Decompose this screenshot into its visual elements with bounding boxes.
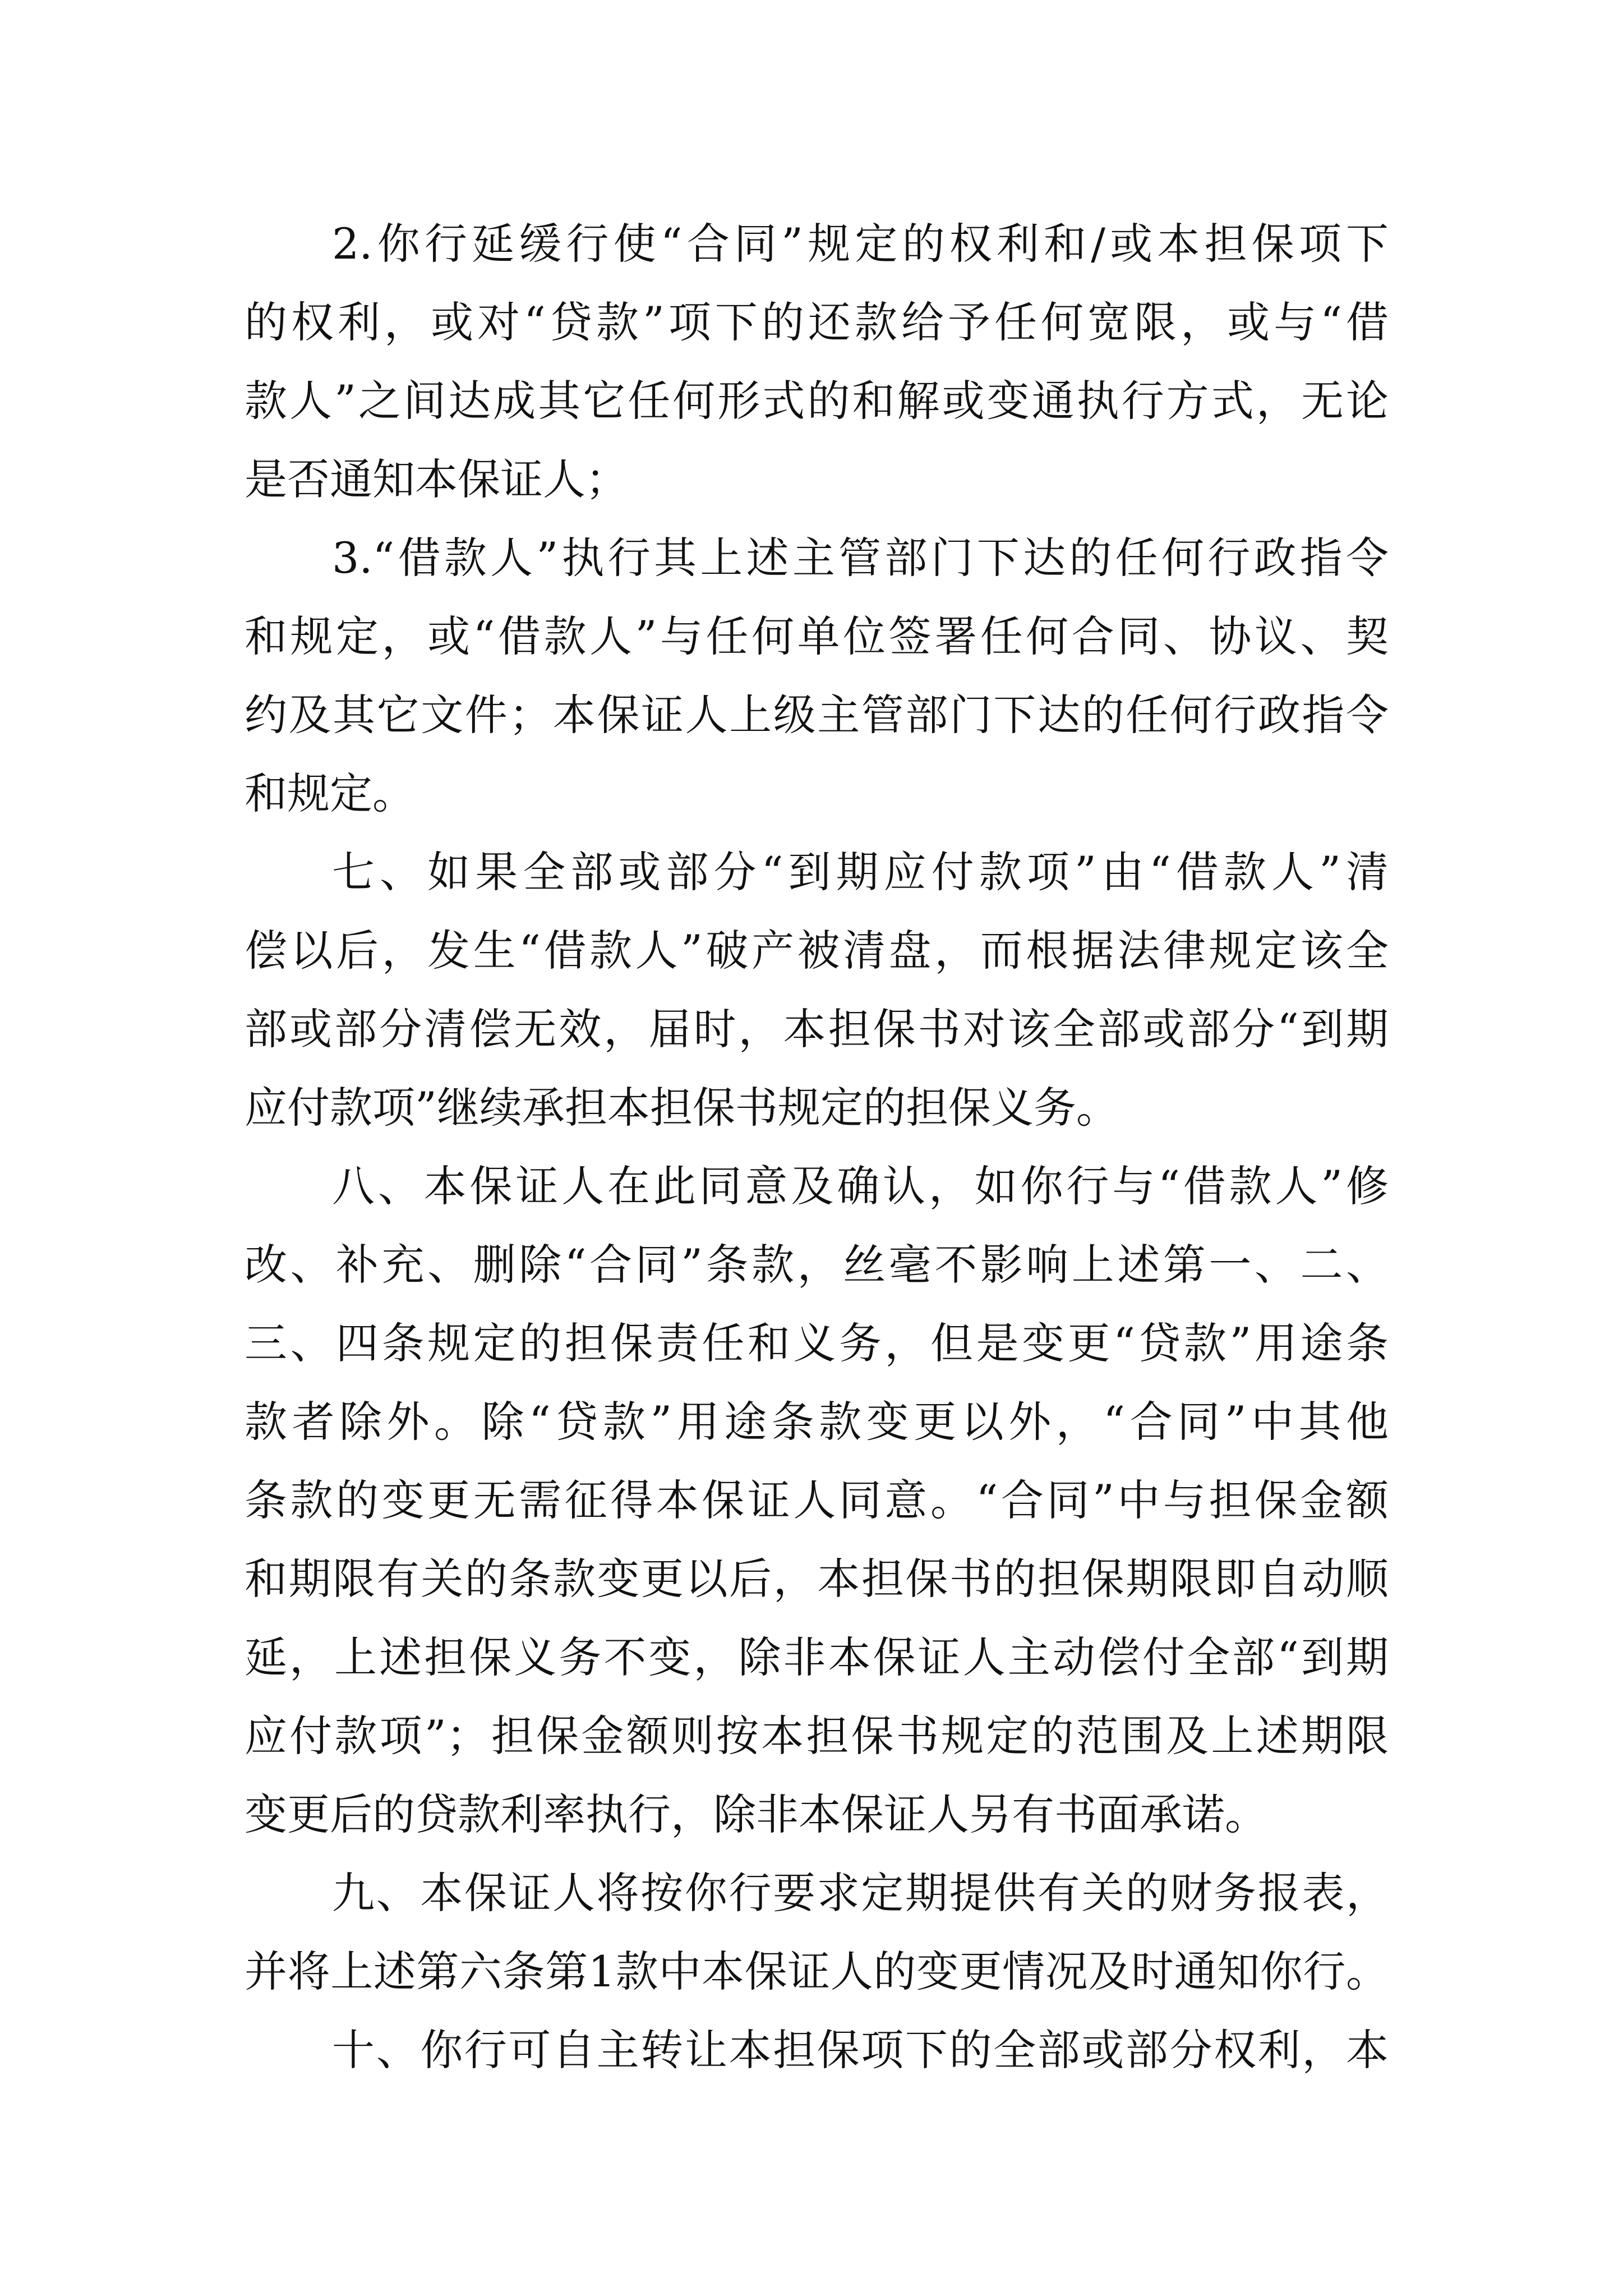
text-line: 部或部分清偿无效，届时，本担保书对该全部或部分“到期 — [245, 1004, 1389, 1054]
text-line: 延，上述担保义务不变，除非本保证人主动偿付全部“到期 — [245, 1632, 1389, 1682]
text-line: 改、补充、删除“合同”条款，丝毫不影响上述第一、二、 — [245, 1240, 1389, 1290]
text-line: 条款的变更无需征得本保证人同意。“合同”中与担保金额 — [245, 1475, 1389, 1525]
text-line: 约及其它文件；本保证人上级主管部门下达的任何行政指令 — [245, 690, 1389, 740]
text-line: 七、如果全部或部分“到期应付款项”由“借款人”清 — [332, 847, 1389, 897]
text-line: 应付款项”；担保金额则按本担保书规定的范围及上述期限 — [245, 1711, 1389, 1761]
text-line: 和期限有关的条款变更以后，本担保书的担保期限即自动顺 — [245, 1554, 1389, 1604]
text-line: 和规定。 — [245, 769, 415, 818]
text-line: 和规定，或“借款人”与任何单位签署任何合同、协议、契 — [245, 611, 1389, 661]
text-line: 并将上述第六条第1款中本保证人的变更情况及时通知你行。 — [245, 1947, 1389, 1996]
text-line: 八、本保证人在此同意及确认，如你行与“借款人”修 — [332, 1161, 1389, 1211]
text-line: 3.“借款人”执行其上述主管部门下达的任何行政指令 — [332, 533, 1389, 583]
text-line: 偿以后，发生“借款人”破产被清盘，而根据法律规定该全 — [245, 926, 1389, 976]
text-line: 款人”之间达成其它任何形式的和解或变通执行方式，无论 — [245, 376, 1389, 426]
text-line: 十、你行可自主转让本担保项下的全部或部分权利，本 — [332, 2025, 1389, 2075]
text-line: 是否通知本保证人； — [245, 454, 628, 504]
text-line: 2.你行延缓行使“合同”规定的权利和/或本担保项下 — [332, 219, 1389, 269]
text-line: 应付款项”继续承担本担保书规定的担保义务。 — [245, 1083, 1119, 1133]
text-line: 九、本保证人将按你行要求定期提供有关的财务报表， — [332, 1868, 1389, 1918]
text-line: 变更后的贷款利率执行，除非本保证人另有书面承诺。 — [245, 1789, 1267, 1839]
text-line: 三、四条规定的担保责任和义务，但是变更“贷款”用途条 — [245, 1318, 1389, 1368]
text-line: 的权利，或对“贷款”项下的还款给予任何宽限，或与“借 — [245, 297, 1389, 347]
text-line: 款者除外。除“贷款”用途条款变更以外，“合同”中其他 — [245, 1397, 1389, 1447]
